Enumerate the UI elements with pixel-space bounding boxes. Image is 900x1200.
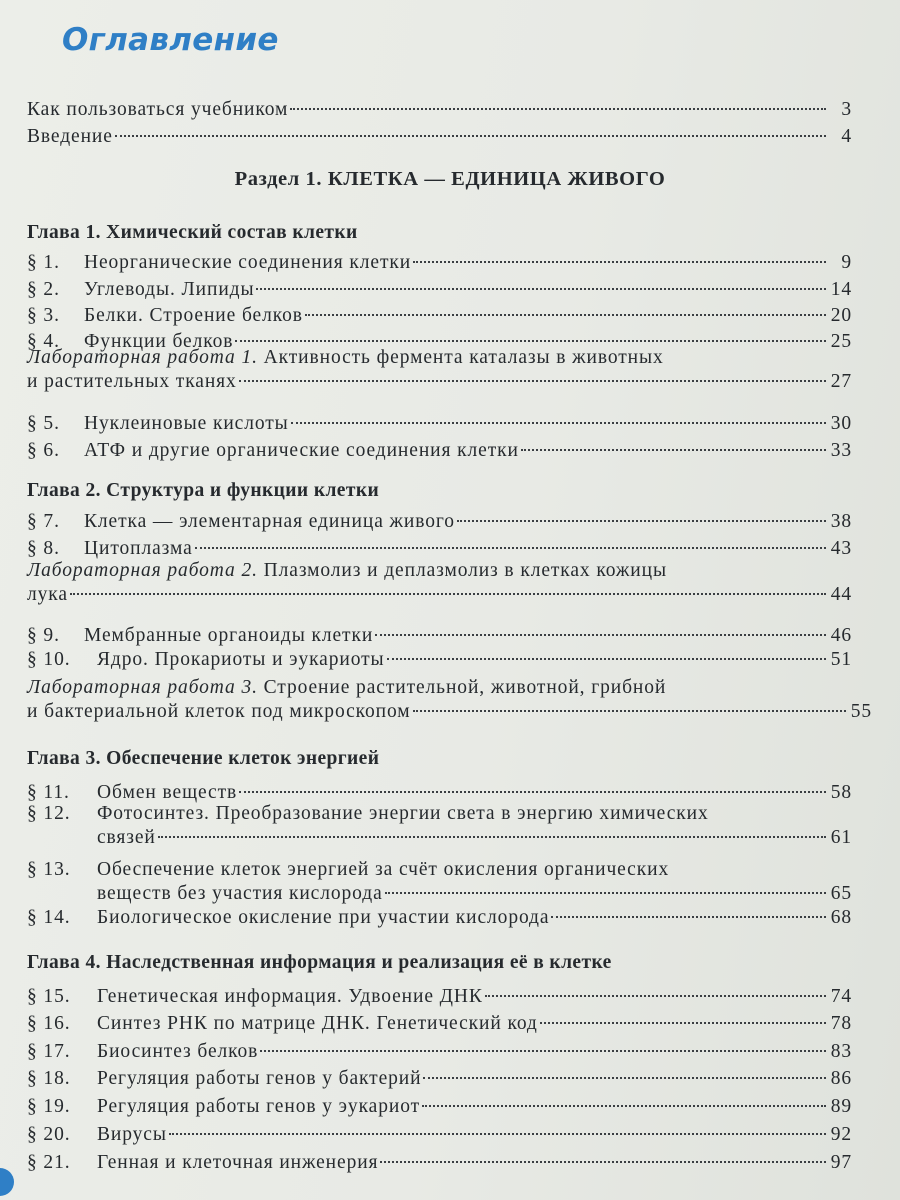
- entry-text: Синтез РНК по матрице ДНК. Генетический код: [97, 1013, 538, 1034]
- page-number: 92: [830, 1124, 852, 1145]
- toc-entry-front[interactable]: [27, 97, 852, 127]
- paragraph-number: § 17.: [27, 1041, 71, 1062]
- page-number: 86: [830, 1068, 852, 1089]
- chapter-heading: Глава 1. Химический состав клетки: [27, 222, 358, 243]
- toc-entry[interactable]: [27, 1150, 852, 1180]
- page-number: 38: [830, 511, 852, 532]
- page-corner-badge: [0, 1168, 14, 1196]
- page-number: 58: [830, 782, 852, 803]
- toc-entry[interactable]: [27, 509, 852, 539]
- leader-dots: [256, 288, 826, 290]
- leader-dots: [195, 547, 826, 549]
- paragraph-number: § 8.: [27, 538, 60, 559]
- leader-dots: [380, 1161, 826, 1163]
- entry-text: Обмен веществ: [97, 782, 238, 803]
- entry-text: Фотосинтез. Преобразование энергии света в энергию химических: [97, 803, 709, 824]
- page-number: 27: [830, 371, 852, 392]
- entry-text-continued: и бактериальной клеток под микроскопом: [27, 701, 411, 722]
- leader-dots: [290, 108, 826, 110]
- paragraph-number: § 12.: [27, 803, 71, 824]
- page-number: 3: [841, 99, 852, 120]
- entry-text: Белки. Строение белков: [84, 305, 303, 326]
- entry-text: Клетка — элементарная единица живого: [84, 511, 455, 532]
- toc-entry[interactable]: [27, 905, 852, 935]
- paragraph-number: § 11.: [27, 782, 70, 803]
- page-number: 74: [830, 986, 852, 1007]
- page-title: Оглавление: [62, 22, 279, 58]
- chapter-heading: Глава 3. Обеспечение клеток энергией: [27, 748, 380, 769]
- entry-text: Строение растительной, животной, грибной: [257, 677, 667, 698]
- lab-work-label: Лабораторная работа 1.: [27, 347, 258, 368]
- toc-entry[interactable]: [27, 803, 852, 863]
- entry-text: Биологическое окисление при участии кислорода: [97, 907, 550, 928]
- lab-work-label: Лабораторная работа 2.: [27, 560, 258, 581]
- paragraph-number: § 10.: [27, 649, 71, 670]
- leader-dots: [375, 634, 826, 636]
- leader-dots: [387, 658, 826, 660]
- entry-text: Функции белков: [84, 331, 234, 352]
- leader-dots: [485, 995, 826, 997]
- page-number: 4: [841, 126, 852, 147]
- toc-entry[interactable]: [27, 984, 852, 1014]
- paragraph-number: § 16.: [27, 1013, 71, 1034]
- paragraph-number: § 9.: [27, 625, 60, 646]
- entry-text: Неорганические соединения клетки: [84, 252, 412, 273]
- entry-text-continued: веществ без участия кислорода: [97, 883, 383, 904]
- leader-dots: [169, 1133, 826, 1135]
- leader-dots: [260, 1050, 826, 1052]
- page-number: 68: [830, 907, 852, 928]
- page-number: 97: [830, 1152, 852, 1173]
- entry-text: Цитоплазма: [84, 538, 193, 559]
- page-number: 43: [830, 538, 852, 559]
- entry-text-continued: лука: [27, 584, 68, 605]
- toc-entry[interactable]: [27, 411, 852, 441]
- page-number: 20: [830, 305, 852, 326]
- toc-entry[interactable]: [27, 1094, 852, 1124]
- toc-entry-front[interactable]: [27, 124, 852, 154]
- paragraph-number: § 20.: [27, 1124, 71, 1145]
- entry-text: Углеводы. Липиды: [84, 279, 255, 300]
- page-number: 65: [830, 883, 852, 904]
- leader-dots: [115, 135, 826, 137]
- leader-dots: [521, 449, 826, 451]
- toc-entry[interactable]: [27, 438, 852, 468]
- entry-text: Введение: [27, 126, 113, 147]
- leader-dots: [385, 892, 826, 894]
- toc-entry[interactable]: [27, 1011, 852, 1041]
- leader-dots: [235, 340, 826, 342]
- leader-dots: [305, 314, 826, 316]
- paragraph-number: § 7.: [27, 511, 60, 532]
- paragraph-number: § 1.: [27, 252, 60, 273]
- page-number: 78: [830, 1013, 852, 1034]
- page-number: 46: [830, 625, 852, 646]
- paragraph-number: § 19.: [27, 1096, 71, 1117]
- page-number: 9: [841, 252, 852, 273]
- leader-dots: [422, 1105, 826, 1107]
- entry-text: Вирусы: [97, 1124, 167, 1145]
- toc-entry[interactable]: [27, 1066, 852, 1096]
- leader-dots: [239, 791, 826, 793]
- entry-text: Плазмолиз и деплазмолиз в клетках кожицы: [257, 560, 667, 581]
- paragraph-number: § 5.: [27, 413, 60, 434]
- entry-text: Генетическая информация. Удвоение ДНК: [97, 986, 483, 1007]
- leader-dots: [158, 836, 826, 838]
- leader-dots: [423, 1077, 826, 1079]
- paragraph-number: § 2.: [27, 279, 60, 300]
- leader-dots: [239, 380, 826, 382]
- page-number: 30: [830, 413, 852, 434]
- entry-text: Генная и клеточная инженерия: [97, 1152, 379, 1173]
- leader-dots: [413, 710, 846, 712]
- entry-text: Активность фермента каталазы в животных: [257, 347, 664, 368]
- paragraph-number: § 14.: [27, 907, 71, 928]
- toc-entry-lab-work[interactable]: [27, 677, 872, 737]
- paragraph-number: § 18.: [27, 1068, 71, 1089]
- leader-dots: [540, 1022, 826, 1024]
- page-number: 89: [830, 1096, 852, 1117]
- leader-dots: [457, 520, 826, 522]
- paragraph-number: § 3.: [27, 305, 60, 326]
- paragraph-number: § 21.: [27, 1152, 71, 1173]
- paragraph-number: § 13.: [27, 859, 71, 880]
- toc-entry[interactable]: [27, 250, 852, 280]
- page-number: 44: [830, 584, 852, 605]
- toc-entry[interactable]: [27, 1039, 852, 1069]
- page-number: 61: [830, 827, 852, 848]
- entry-text: Биосинтез белков: [97, 1041, 259, 1062]
- entry-text: Как пользоваться учебником: [27, 99, 289, 120]
- entry-text: Ядро. Прокариоты и эукариоты: [97, 649, 385, 670]
- page-number: 83: [830, 1041, 852, 1062]
- chapter-heading: Глава 2. Структура и функции клетки: [27, 480, 380, 501]
- toc-entry-lab-work[interactable]: [27, 560, 852, 620]
- entry-text: Регуляция работы генов у эукариот: [97, 1096, 421, 1117]
- paragraph-number: § 4.: [27, 331, 60, 352]
- entry-text: Регуляция работы генов у бактерий: [97, 1068, 422, 1089]
- toc-entry-lab-work[interactable]: [27, 347, 852, 407]
- entry-text-continued: связей: [97, 827, 156, 848]
- toc-entry[interactable]: [27, 647, 852, 677]
- page-number: 51: [830, 649, 852, 670]
- leader-dots: [551, 916, 826, 918]
- page-number: 33: [830, 440, 852, 461]
- entry-text: Мембранные органоиды клетки: [84, 625, 374, 646]
- page-number: 55: [850, 701, 872, 722]
- page-number: 25: [830, 331, 852, 352]
- lab-work-label: Лабораторная работа 3.: [27, 677, 258, 698]
- section-heading: Раздел 1. КЛЕТКА — ЕДИНИЦА ЖИВОГО: [234, 168, 666, 190]
- leader-dots: [70, 593, 826, 595]
- entry-text-continued: и растительных тканях: [27, 371, 237, 392]
- entry-text: Нуклеиновые кислоты: [84, 413, 289, 434]
- page-number: 14: [830, 279, 852, 300]
- chapter-heading: Глава 4. Наследственная информация и реализация её в клетке: [27, 952, 612, 973]
- leader-dots: [413, 261, 826, 263]
- toc-entry[interactable]: [27, 1122, 852, 1152]
- paragraph-number: § 6.: [27, 440, 60, 461]
- entry-text: АТФ и другие органические соединения клетки: [84, 440, 519, 461]
- leader-dots: [291, 422, 826, 424]
- entry-text: Обеспечение клеток энергией за счёт окисления органических: [97, 859, 670, 880]
- paragraph-number: § 15.: [27, 986, 71, 1007]
